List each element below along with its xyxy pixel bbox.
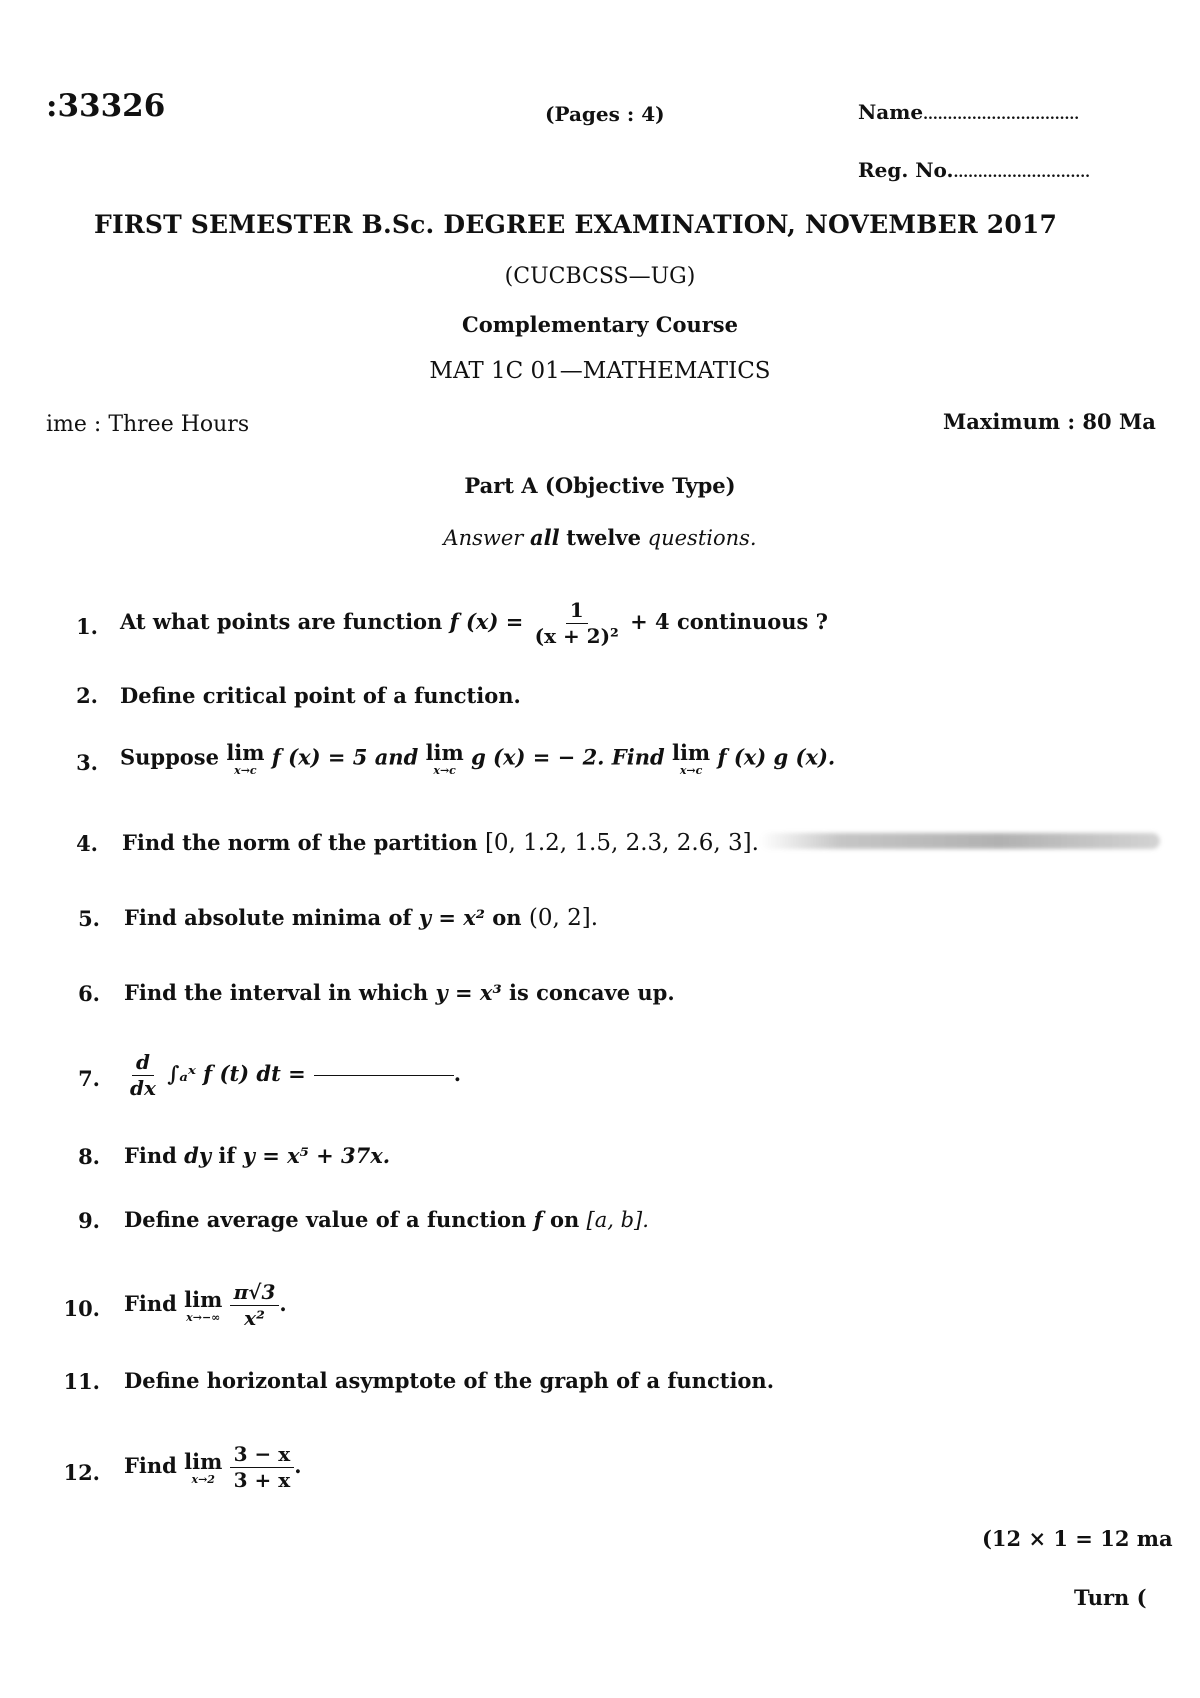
q6-number: 6.	[78, 981, 100, 1006]
scan-smudge	[760, 833, 1160, 849]
paper-title: MAT 1C 01—MATHEMATICS	[429, 358, 771, 384]
part-instruction: Answer all twelve questions.	[443, 525, 757, 550]
q10-fraction: $\frac{\pi√3}{\text{x²}}$	[230, 1280, 280, 1331]
part-heading: Part A (Objective Type)	[464, 473, 736, 498]
q4-number: 4.	[76, 831, 98, 856]
maximum-marks: Maximum : 80 Ma	[943, 409, 1156, 434]
paper-code	[46, 88, 165, 124]
q12-fraction: $\frac{3 - x}{3 + x}$	[230, 1442, 295, 1493]
q6-text: Find the interval in which y = x³ is concave up.	[124, 980, 675, 1005]
turn-over: Turn (	[1074, 1585, 1147, 1610]
q10-number: 10.	[63, 1296, 100, 1321]
name-dots: ................................	[923, 107, 1080, 123]
q7-answer-blank	[314, 1075, 454, 1076]
q1-fraction: $\frac{1}{\text{(x + 2)²}}$	[534, 598, 619, 648]
q5-number: 5.	[78, 906, 100, 931]
q1-text: At what points are function f (x) = $\frac{1}{\text{(x + 2)²}}$ + 4 continuous ?	[120, 598, 828, 648]
q11-number: 11.	[63, 1369, 100, 1394]
q5-text: Find absolute minima of y = x² on (0, 2].	[124, 905, 599, 931]
q2-number: 2.	[76, 683, 98, 708]
reg-label: Reg. No.	[858, 158, 954, 182]
q10-limit: lim x→−∞	[184, 1286, 223, 1324]
pages-count: (Pages : 4)	[545, 102, 665, 126]
code-prefix: :	[46, 88, 58, 124]
marks-summary: (12 × 1 = 12 ma	[982, 1526, 1173, 1551]
exam-title: FIRST SEMESTER B.Sc. DEGREE EXAMINATION, NOVEMBER 2017	[94, 210, 1058, 239]
q3-text: Suppose lim x→c f (x) = 5 and lim x→c g (x) = − 2. Find lim x→c f (x) g (x).	[120, 740, 836, 777]
q11-text: Define horizontal asymptote of the graph of a function.	[124, 1368, 775, 1393]
q7-derivative: $\frac{d}{dx}$	[130, 1050, 156, 1100]
scheme-label: (CUCBCSS—UG)	[504, 264, 696, 289]
time-label: ime : Three Hours	[46, 412, 250, 437]
code-number: 33326	[57, 88, 166, 124]
q9-number: 9.	[78, 1208, 100, 1233]
q4-text: Find the norm of the partition [0, 1.2, 1.5, 2.3, 2.6, 3].	[122, 830, 759, 856]
q12-limit: lim x→2	[184, 1448, 223, 1486]
q8-number: 8.	[78, 1144, 100, 1169]
q3-limit-3: lim x→c	[671, 740, 711, 777]
q1-number: 1.	[76, 614, 98, 639]
course-type: Complementary Course	[462, 312, 738, 337]
q8-text: Find dy if y = x⁵ + 37x.	[124, 1143, 391, 1168]
name-label: Name	[858, 100, 924, 124]
name-field	[858, 100, 1079, 124]
q12-text: Find lim x→2 $\frac{3 - x}{3 + x}$ .	[124, 1442, 302, 1492]
q2-text: Define critical point of a function.	[120, 683, 521, 708]
q3-number: 3.	[76, 750, 98, 775]
q3-limit-1: lim x→c	[226, 740, 265, 777]
reg-dots: ............................	[953, 165, 1090, 181]
q7-number: 7.	[78, 1066, 100, 1091]
q3-limit-2: lim x→c	[425, 740, 464, 777]
reg-field	[858, 158, 1090, 182]
q10-text: Find lim x→−∞ $\frac{\pi√3}{\text{x²}}$ .	[124, 1280, 287, 1330]
q7-text: $\frac{d}{dx}$ ∫ₐˣ f (t) dt = .	[126, 1050, 461, 1101]
q9-text: Define average value of a function f on [a, b].	[124, 1207, 649, 1232]
q12-number: 12.	[63, 1460, 100, 1485]
